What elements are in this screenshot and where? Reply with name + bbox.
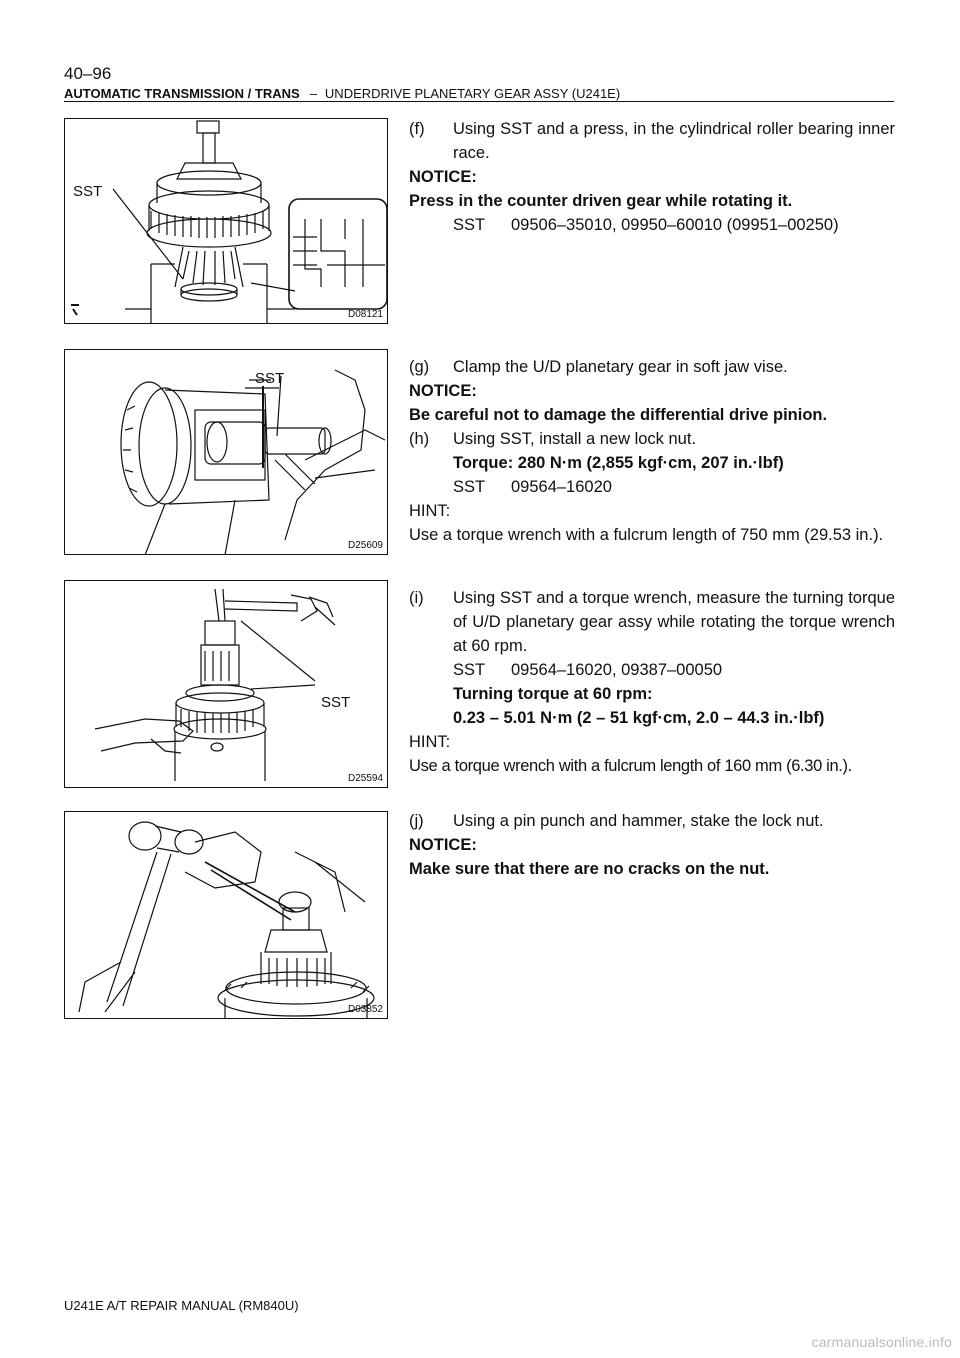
step-g-block — [409, 355, 895, 547]
step-g-text-row — [409, 355, 895, 379]
notice-text: Press in the counter driven gear while rotating it. — [409, 192, 793, 210]
figure-lock-nut-install — [64, 349, 388, 555]
step-f-text-row — [409, 117, 895, 165]
figure-label-sst: SST — [255, 370, 285, 387]
sst-value: 09564–16020, 09387–00050 — [511, 661, 723, 679]
hint-text: Use a torque wrench with a fulcrum length of 750 mm (29.53 in.). — [409, 526, 884, 544]
step-mark: (f) — [409, 120, 425, 138]
page-number: 40–96 — [64, 64, 112, 83]
step-j-block — [409, 809, 895, 881]
step-text: Using SST and a press, in the cylindrical roller bearing inner race. — [453, 120, 895, 162]
figure-label-sst: SST — [321, 694, 351, 711]
sst-label: SST — [453, 661, 486, 679]
figure-stake-lock-nut — [64, 811, 388, 1019]
step-j-text-row — [409, 809, 895, 833]
step-text: Clamp the U/D planetary gear in soft jaw vise. — [453, 358, 788, 376]
illustration-stake-lock-nut — [65, 812, 388, 1019]
figure-press-bearing — [64, 118, 388, 324]
sst-value: 09564–16020 — [511, 478, 612, 496]
figure-code: D25594 — [347, 773, 383, 784]
sst-row — [409, 213, 895, 237]
header-section: AUTOMATIC TRANSMISSION / TRANS — [64, 86, 300, 101]
step-mark: (i) — [409, 589, 424, 607]
step-mark: (g) — [409, 358, 430, 376]
step-mark: (j) — [409, 812, 424, 830]
hint-label: HINT: — [409, 502, 451, 520]
figure-code: D03852 — [347, 1004, 383, 1015]
hint-text: Use a torque wrench with a fulcrum length of 160 mm (6.30 in.). — [409, 757, 852, 775]
notice-label: NOTICE: — [409, 836, 477, 854]
illustration-press-bearing — [65, 119, 388, 324]
watermark-logo: carmanualsonline.info — [811, 1334, 952, 1350]
turning-torque-value: 0.23 – 5.01 N·m (2 – 51 kgf·cm, 2.0 – 44.3 in.·lbf) — [453, 709, 825, 727]
illustration-turning-torque — [65, 581, 388, 788]
figure-label-sst: SST — [73, 183, 103, 200]
step-i-text-row — [409, 586, 895, 658]
notice-label: NOTICE: — [409, 168, 477, 186]
header-dash: – — [309, 86, 317, 101]
sst-value: 09506–35010, 09950–60010 (09951–00250) — [511, 216, 839, 234]
figure-turning-torque — [64, 580, 388, 788]
manual-footer: U241E A/T REPAIR MANUAL (RM840U) — [64, 1298, 299, 1313]
notice-text: Be careful not to damage the differential drive pinion. — [409, 406, 828, 424]
turning-torque-title: Turning torque at 60 rpm: — [453, 685, 653, 703]
illustration-lock-nut-install — [65, 350, 388, 555]
torque-spec: Torque: 280 N·m (2,855 kgf·cm, 207 in.·lbf) — [453, 454, 784, 472]
sst-label: SST — [453, 216, 486, 234]
notice-text: Make sure that there are no cracks on the nut. — [409, 860, 770, 878]
hint-label: HINT: — [409, 733, 451, 751]
sst-label: SST — [453, 478, 486, 496]
step-mark: (h) — [409, 430, 430, 448]
figure-code: D25609 — [347, 540, 383, 551]
step-text: Using SST and a torque wrench, measure the turning torque of U/D planetary gear assy while rotating the torque wrench at 60 rpm. — [453, 589, 895, 655]
step-i-block — [409, 586, 895, 778]
step-h-text-row — [409, 427, 895, 451]
notice-label: NOTICE: — [409, 382, 477, 400]
step-text: Using a pin punch and hammer, stake the lock nut. — [453, 812, 824, 830]
page-header — [64, 86, 894, 101]
sst-row — [409, 475, 895, 499]
sst-row — [409, 658, 895, 682]
step-f-block — [409, 117, 895, 237]
header-subsection: UNDERDRIVE PLANETARY GEAR ASSY (U241E) — [324, 86, 621, 101]
step-text: Using SST, install a new lock nut. — [453, 430, 697, 448]
header-rule — [64, 101, 894, 102]
figure-code: D08121 — [347, 309, 383, 320]
